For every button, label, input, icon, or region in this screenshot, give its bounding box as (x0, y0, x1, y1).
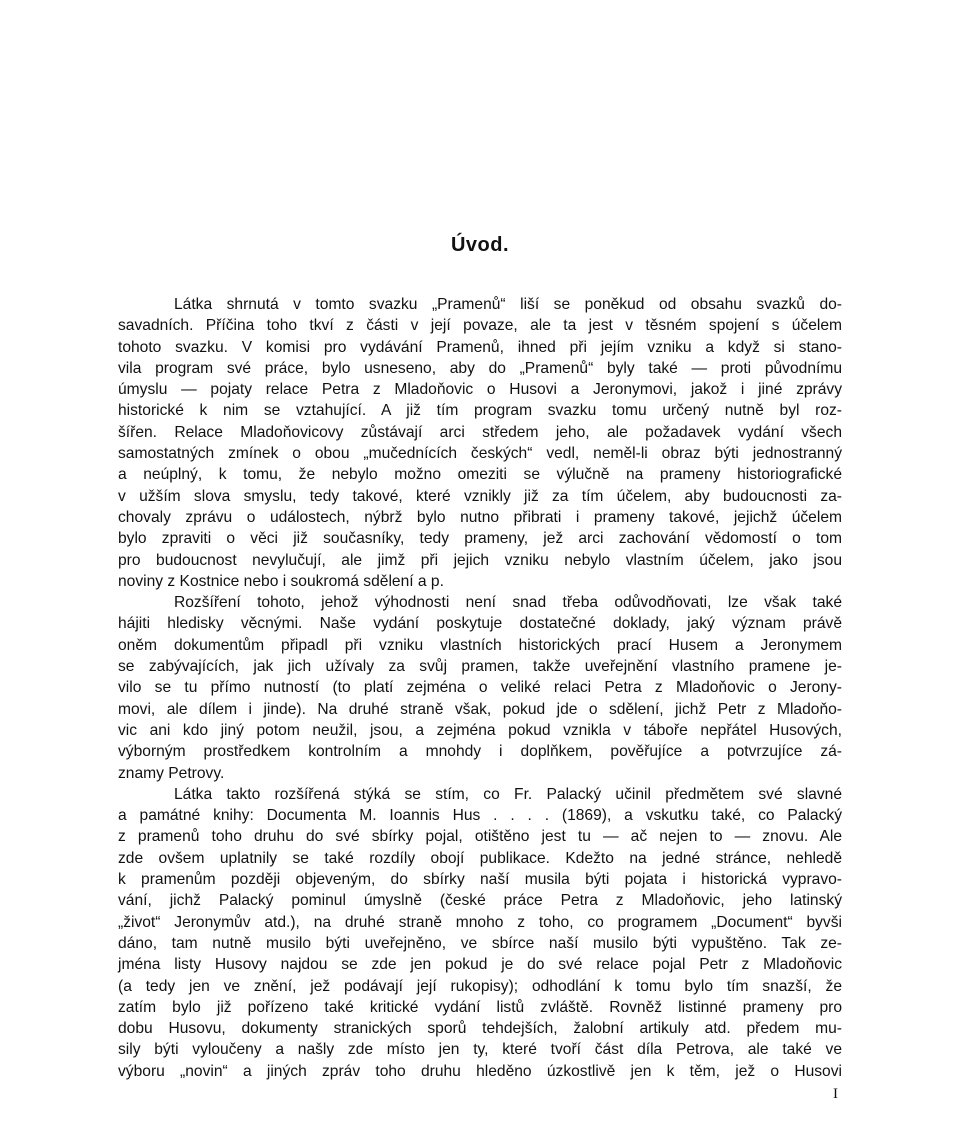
page-title: Úvod. (450, 234, 510, 256)
text-line: (a tedy jen ve znění, jež podávají její rukopisy); odhodlání k tomu bylo tím snazší, že (118, 977, 842, 995)
text-line: vilo se tu přímo nutností (to platí zejména o veliké relaci Petra z Mladoňovic o Jerony- (118, 679, 842, 697)
body-text (118, 294, 842, 1082)
text-line: dáno, tam nutně musilo býti uveřejněno, ve sbírce naší musilo býti vypuštěno. Tak ze- (118, 934, 842, 952)
document-page (118, 0, 842, 1148)
paragraph (118, 294, 842, 592)
text-line: zde ovšem uplatnily se také rozdíly obojí publikace. Kdežto na jedné stránce, nehledě (118, 849, 842, 867)
text-line: výborným prostředkem kontrolním a mnohdy i doplňkem, pověřujíce a potvrzujíce zá- (118, 743, 842, 761)
text-line: vic ani kdo jiný potom neužil, jsou, a zejména pokud vznikla v táboře nepřátel Husových, (118, 721, 842, 739)
page-number: I (833, 1086, 838, 1102)
text-line: v užším slova smyslu, tedy takové, které vznikly již za tím účelem, aby budoucnosti za- (118, 487, 842, 505)
text-line: hájiti hledisky věcnými. Naše vydání poskytuje dostatečné doklady, jaký význam právě (118, 615, 842, 633)
text-line: historické k nim se vztahující. A již tím program svazku tomu určený nutně byl roz- (118, 402, 842, 420)
paragraph (118, 784, 842, 1082)
text-line: šířen. Relace Mladoňovicovy zůstávají arci středem jeho, ale požadavek vydání všech (118, 423, 842, 441)
text-line: výboru „novin“ a jiných zpráv toho druhu hleděno úzkostlivě jen k těm, jež o Husovi (118, 1062, 842, 1080)
text-line: Látka shrnutá v tomto svazku „Pramenů“ liší se poněkud od obsahu svazků do- (174, 296, 842, 313)
text-line: bylo zpraviti o věci již současníky, tedy prameny, jež arci zachování vědomostí o tom (118, 530, 842, 548)
text-line: chovaly zprávu o událostech, nýbrž bylo nutno přibrati i prameny takové, jejichž účelem (118, 508, 842, 526)
paragraph (118, 592, 842, 784)
text-line: dobu Husovu, dokumenty stranických sporů tehdejších, žalobní artikuly atd. předem mu- (118, 1020, 842, 1038)
text-line: se zabývajících, jak jich užívaly za svůj pramen, takže uveřejnění vlastního pramene je- (118, 658, 842, 676)
text-line: movi, ale dílem i jinde). Na druhé straně však, pokud jde o sdělení, jichž Petr z Mladoňo- (118, 700, 842, 718)
text-line: Látka takto rozšířená stýká se stím, co Fr. Palacký učinil předmětem své slavné (174, 785, 842, 803)
text-line: jména listy Husovy najdou se zde jen pokud je do své relace pojal Petr z Mladoňovic (118, 956, 842, 974)
text-line: pro budoucnost nevylučují, ale jimž při jejich vzniku nebylo vlastním účelem, jako jsou (118, 551, 842, 569)
text-line: sily býti vyloučeny a našly zde místo jen ty, které tvoří část díla Petrova, ale také ve (118, 1041, 842, 1059)
text-line: zatím bylo již pořízeno také kritické vydání listů zvláště. Rovněž listinné prameny pro (118, 998, 842, 1016)
text-line: a památné knihy: Documenta M. Ioannis Hus . . . . (1869), a vskutku také, co Palacký (118, 807, 842, 825)
text-line: savadních. Příčina toho tkví z části v její povaze, ale ta jest v těsném spojení s účelem (118, 317, 842, 335)
text-line: „život“ Jeronymův atd.), na druhé straně mnoho z toho, co programem „Document“ byvši (118, 913, 842, 931)
text-line: noviny z Kostnice nebo i soukromá sdělení a p. (118, 572, 444, 590)
text-line: Rozšíření tohoto, jehož výhodnosti není snad třeba odůvodňovati, lze však také (174, 594, 842, 612)
text-line: vání, jichž Palacký pominul úmyslně (české práce Petra z Mladoňovic, jeho latinský (118, 892, 842, 910)
text-line: k pramenům později objeveným, do sbírky naší musila býti pojata i historická vypravo- (118, 871, 842, 889)
text-line: tohoto svazku. V komisi pro vydávání Pramenů, ihned při jejím vzniku a když si stano- (118, 338, 842, 356)
text-line: oněm dokumentům připadl při vzniku vlastních historických prací Husem a Jeronymem (118, 636, 842, 654)
text-line: znamy Petrovy. (118, 764, 225, 782)
text-line: a neúplný, k tomu, že nebylo možno omeziti se výlučně na prameny historiografické (118, 466, 842, 484)
text-line: samostatných zmínek o obou „mučednících českých“ vedl, neměl-li obraz býti jednostranný (118, 445, 842, 463)
text-line: vila program své práce, bylo usneseno, aby do „Pramenů“ byly také — proti původnímu (118, 359, 842, 377)
text-line: úmyslu — pojaty relace Petra z Mladoňovic o Husovi a Jeronymovi, jakož i jiné zprávy (118, 381, 842, 399)
text-line: z pramenů toho druhu do své sbírky pojal, otištěno jest tu — ač nejen to — znovu. Ale (118, 828, 842, 846)
